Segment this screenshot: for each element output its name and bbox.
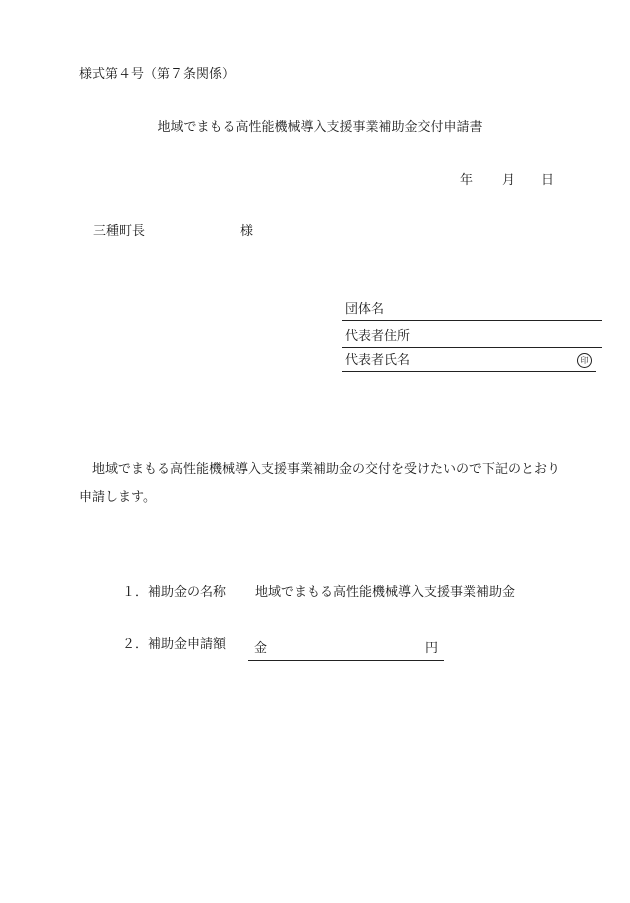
- representative-name-field[interactable]: [342, 349, 596, 372]
- seal-icon: 印: [577, 353, 592, 368]
- amount-prefix: 金: [254, 641, 268, 656]
- amount-yen-suffix: 円: [424, 641, 438, 656]
- requested-amount-label: ２．補助金申請額: [122, 637, 227, 652]
- addressee-name: 三種町長: [93, 224, 146, 239]
- addressee-honorific: 様: [240, 224, 254, 239]
- subsidy-name-value: 地域でまもる高性能機械導入支援事業補助金: [255, 585, 516, 600]
- representative-address-field[interactable]: [342, 325, 602, 348]
- date-day-label: 日: [541, 173, 555, 188]
- document-title: 地域でまもる高性能機械導入支援事業補助金交付申請書: [157, 120, 483, 135]
- form-number: 様式第４号（第７条関係）: [79, 67, 236, 82]
- representative-name-label: 代表者氏名: [345, 353, 411, 368]
- representative-address-label: 代表者住所: [345, 329, 411, 344]
- organization-name-label: 団体名: [345, 302, 385, 317]
- application-statement: 地域でまもる高性能機械導入支援事業補助金の交付を受けたいので下記のとおり申請します。: [79, 462, 561, 505]
- date-year-label: 年: [460, 173, 474, 188]
- subsidy-name-label: １．補助金の名称: [122, 585, 227, 600]
- organization-name-field[interactable]: [342, 298, 602, 321]
- date-month-label: 月: [502, 173, 516, 188]
- requested-amount-field[interactable]: [248, 636, 444, 661]
